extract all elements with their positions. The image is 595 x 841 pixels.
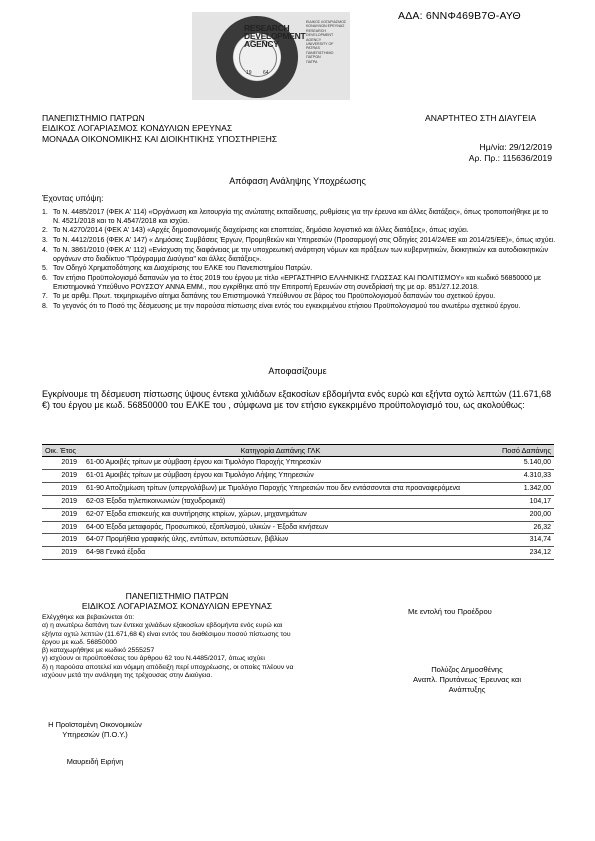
logo-small-line: ΠΑΝΕΠΙΣΤΗΜΙΟ — [306, 50, 334, 55]
cell-year: 2019 — [42, 482, 83, 495]
consideration-number: 6. — [42, 275, 48, 283]
consideration-text: Τον ετήσιο Προϋπολογισμό δαπανών για το έτος 2019 του έργου με τίτλο «ΕΡΓΑΣΤΗΡΙΟ ΕΛΛΗΝΙΚΗΣ ΓΛΩΣΣΑΣ ΚΑΙ ΠΟΛΙΤΙΣΜΟΥ» και κωδικό 56850000 με Επιστημονικά Υπεύθυνο ΡΟΥΣΣΟΥ ΑΝΝΑ ΕΜΜ., που εγκρίθηκε από την Επιτροπή Ερευνών στη συνεδρίασή της με αρ. 851/27.12.2018. — [53, 275, 542, 291]
finance-title-line: Υπηρεσιών (Π.Ο.Υ.) — [62, 730, 128, 739]
signer-title-line: Αναπλ. Πρυτάνεως Έρευνας και — [412, 675, 522, 684]
cell-year: 2019 — [42, 508, 83, 521]
table-row — [42, 534, 554, 547]
budget-table — [42, 444, 554, 560]
table-row — [42, 508, 554, 521]
table-row — [42, 482, 554, 495]
logo-text-line: DEVELOPMENT — [244, 31, 306, 41]
cell-year: 2019 — [42, 457, 83, 470]
logo-text-line: RESEARCH — [244, 23, 290, 33]
cell-year: 2019 — [42, 469, 83, 482]
consideration-number: 1. — [42, 209, 48, 216]
document-title: Απόφαση Ανάληψης Υποχρέωσης — [229, 176, 366, 186]
finance-head-name: Μαυρειδή Ειρήνη — [66, 757, 124, 766]
document-date: Ημ/νία: 29/12/2019 — [479, 142, 552, 152]
table-row — [42, 457, 554, 470]
consideration-item — [42, 303, 557, 312]
signing-organization — [70, 591, 284, 612]
verification-line: εξήντα οχτώ λεπτών (11.671,68 €) είναι εντός του διαθέσιμου ποσού πίστωσης του — [42, 630, 291, 638]
consideration-number: 3. — [42, 237, 48, 245]
cell-year: 2019 — [42, 547, 83, 560]
cell-category: 64-00 Έξοδα μεταφοράς, Προσωπικού, εξοπλισμού, υλικών - Έξοδα κινήσεων — [83, 521, 478, 534]
verification-line: α) η ανωτέρω δαπάνη των έντεκα χιλιάδων εξακοσίων εβδομήντα ενός ευρώ και — [42, 622, 283, 630]
sign-org-line: ΠΑΝΕΠΙΣΤΗΜΙΟ ΠΑΤΡΩΝ — [125, 591, 229, 601]
table-row — [42, 495, 554, 508]
ada-code: ΑΔΑ: 6ΝΝΦ469Β7Θ-ΑΥΘ — [398, 10, 521, 22]
verification-line: ισχύουν μετά την ανάληψη της τρέχουσας στην Διαύγεια. — [42, 672, 213, 680]
cell-category: 62-03 Έξοδα τηλεπικοινωνιών (ταχυδρομικά) — [83, 495, 478, 508]
verification-line: γ) ισχύουν οι προϋποθέσεις του άρθρου 62 του Ν.4485/2017, όπως ισχύει — [42, 655, 265, 663]
cell-year: 2019 — [42, 495, 83, 508]
consideration-number: 7. — [42, 293, 48, 301]
issuing-organization — [42, 113, 277, 144]
approval-text: Εγκρίνουμε τη δέσμευση πίστωσης ύψους έντεκα χιλιάδων εξακοσίων εβδομήντα ενός ευρώ και εξήντα οχτώ λεπτών (11.671,68 €) του έργου με κωδ. 56850000 του ΕΛΚΕ του , σύμφωνα με τον ετήσιο εγκεκριμένο προϋπολογισμό του, ως ακολούθως: — [42, 389, 552, 410]
header-amount: Ποσό Δαπάνης — [478, 445, 554, 457]
signer-name: Πολύζος Δημοσθένης — [431, 665, 503, 674]
header-category: Κατηγορία Δαπάνης ΓΛΚ — [83, 445, 478, 457]
verification-line: β) καταχωρήθηκε με κωδικό 2555257 — [42, 647, 155, 655]
table-row — [42, 547, 554, 560]
cell-category: 61-00 Αμοιβές τρίτων με σύμβαση έργου και Τιμολόγιο Παροχής Υπηρεσιών — [83, 457, 478, 470]
cell-amount: 234,12 — [478, 547, 554, 560]
posted-notice: ΑΝΑΡΤΗΤΕΟ ΣΤΗ ΔΙΑΥΓΕΙΑ — [425, 113, 537, 123]
cell-year: 2019 — [42, 534, 83, 547]
cell-amount: 104,17 — [478, 495, 554, 508]
consideration-number: 2. — [42, 227, 48, 235]
header-year: Οικ. Έτος — [42, 445, 83, 457]
cell-year: 2019 — [42, 521, 83, 534]
logo-small-line: ΕΙΔΙΚΟΣ ΛΟΓΑΡΙΑΣΜΟΣ — [306, 20, 347, 24]
cell-amount: 4.310,33 — [478, 469, 554, 482]
seal-year-left: 19 — [246, 70, 252, 76]
logo-small-line: ΠΑΤΡΩΝ — [306, 55, 321, 60]
cell-category: 64-98 Γενικά έξοδα — [83, 547, 478, 560]
table-row — [42, 469, 554, 482]
having-in-mind: Έχοντας υπόψη: — [42, 193, 104, 203]
consideration-item — [42, 265, 557, 274]
logo-text-line: AGENCY — [244, 39, 279, 49]
org-line: ΕΙΔΙΚΟΣ ΛΟΓΑΡΙΑΣΜΟΣ ΚΟΝΔΥΛΙΩΝ ΕΡΕΥΝΑΣ — [42, 123, 233, 134]
cell-category: 62-07 Έξοδα επισκευής και συντήρησης κτιρίων, χώρων, μηχανημάτων — [83, 508, 478, 521]
consideration-text: Το με αριθμ. Πρωτ. τεκμηριωμένο αίτημα δαπάνης του Επιστημονικά Υπεύθυνου σε βάρος του Προϋπολογισμού δαπανών του σχετικού έργου. — [53, 293, 496, 301]
org-line: ΜΟΝΑΔΑ ΟΙΚΟΝΟΜΙΚΗΣ ΚΑΙ ΔΙΟΙΚΗΤΙΚΗΣ ΥΠΟΣΤΗΡΙΞΗΣ — [42, 133, 278, 144]
logo-small-line: ΠΑΤΡΑ — [306, 59, 318, 64]
finance-title-line: Η Προϊσταμένη Οικονομικών — [48, 720, 142, 729]
consideration-item — [42, 209, 557, 226]
consideration-item — [42, 275, 557, 292]
consideration-text: Το Ν. 4485/2017 (ΦΕΚ Α' 114) «Οργάνωση και λειτουργία της ανώτατης εκπαίδευσης, ρυθμίσεις για την έρευνα και άλλες διατάξεις», όπως τροποποιήθηκε με το Ν. 4521/2018 και το Ν.4547/2018 και ισχύει. — [53, 209, 549, 225]
consideration-number: 5. — [42, 265, 48, 273]
protocol-number: Αρ. Πρ.: 115636/2019 — [468, 153, 552, 163]
consideration-item — [42, 247, 557, 264]
consideration-text: Το Ν. 4412/2016 (ΦΕΚ Α' 147) « Δημόσιες Συμβάσεις Έργων, Προμηθειών και Υπηρεσιών (Προσαρμογή στις Οδηγίες 2014/24/ΕΕ και 2014/25/ΕΕ)», όπως ισχύει. — [53, 237, 556, 245]
sign-org-line: ΕΙΔΙΚΟΣ ΛΟΓΑΡΙΑΣΜΟΣ ΚΟΝΔΥΛΙΩΝ ΕΡΕΥΝΑΣ — [81, 601, 273, 612]
considerations-list — [42, 209, 557, 313]
org-line: ΠΑΝΕΠΙΣΤΗΜΙΟ ΠΑΤΡΩΝ — [42, 113, 145, 123]
cell-amount: 26,32 — [478, 521, 554, 534]
table-row — [42, 521, 554, 534]
decision-heading: Αποφασίζουμε — [268, 366, 327, 376]
consideration-text: Το γεγονός ότι το Ποσό της δέσμευσης με την παρούσα πίστωσης είναι εντός του εγκεκριμένου ετήσιου Προϋπολογισμού του ανωτέρω σχετικού έργου. — [53, 303, 521, 311]
verification-block — [42, 614, 342, 680]
consideration-item — [42, 237, 557, 246]
verification-line: έργου με κωδ. 56850000 — [42, 638, 117, 646]
consideration-text: Το Ν.4270/2014 (ΦΕΚ Α' 143) «Αρχές δημοσιονομικής διαχείρισης και εποπτείας, δημόσιο λογιστικό και άλλες διατάξεις», όπως ισχύει. — [53, 227, 469, 235]
cell-amount: 314,74 — [478, 534, 554, 547]
consideration-number: 8. — [42, 303, 48, 311]
verification-line: Ελέγχθηκε και βεβαιώνεται ότι: — [42, 614, 135, 621]
logo-small-line: RESEARCH — [306, 28, 326, 33]
consideration-text: Το Ν. 3861/2010 (ΦΕΚ Α' 112) «Ενίσχυση της διαφάνειας με την υποχρεωτική ανάρτηση νόμων και πράξεων των κυβερνητικών, διοικητικών και αυτοδιοικητικών οργάνων στο διαδίκτυο "Πρόγραμμα Διαύγεια" και άλλες διατάξεις». — [53, 246, 548, 263]
consideration-number: 4. — [42, 246, 48, 254]
cell-amount: 1.342,00 — [478, 482, 554, 495]
research-committee-logo — [192, 12, 350, 100]
logo-small-line: UNIVERSITY OF PATRAS — [306, 42, 334, 51]
table-header-row — [42, 445, 554, 457]
cell-category: 61-01 Αμοιβές τρίτων με σύμβαση έργου και Τιμολόγιο Λήψης Υπηρεσιών — [83, 469, 478, 482]
cell-amount: 5.140,00 — [478, 457, 554, 470]
logo-small-text — [306, 20, 348, 64]
signer-title-line: Ανάπτυξης — [448, 685, 486, 694]
cell-amount: 200,00 — [478, 508, 554, 521]
logo-small-line: DEVELOPMENT AGENCY — [306, 33, 334, 42]
seal-year-right: 64 — [263, 70, 269, 76]
consideration-item — [42, 293, 557, 302]
by-order-note: Με εντολή του Προέδρου — [408, 607, 492, 616]
cell-category: 64-07 Προμήθεια γραφικής ύλης, εντύπων, εκτυπώσεων, βιβλίων — [83, 534, 478, 547]
logo-small-line: ΚΟΝΔΥΛΙΩΝ ΕΡΕΥΝΑΣ — [306, 24, 345, 29]
vice-rector-signature — [372, 665, 562, 695]
cell-category: 61-90 Αποζημίωση τρίτων (υπεργολάβων) με Τιμολόγιο Παροχής Υπηρεσιών που δεν εντάσσονται στα προαναφερόμενα — [83, 482, 478, 495]
finance-head-title — [42, 720, 148, 740]
verification-line: δ) η παρούσα αποτελεί και νόμιμη απόδειξη περί υποχρέωσης, οι οποίες πλέουν να — [42, 663, 294, 671]
consideration-item — [42, 227, 557, 236]
logo-wordmark — [244, 24, 304, 48]
consideration-text: Τον Οδηγό Χρηματοδότησης και Διαχείρισης του ΕΛΚΕ του Πανεπιστημίου Πατρών. — [53, 265, 313, 273]
